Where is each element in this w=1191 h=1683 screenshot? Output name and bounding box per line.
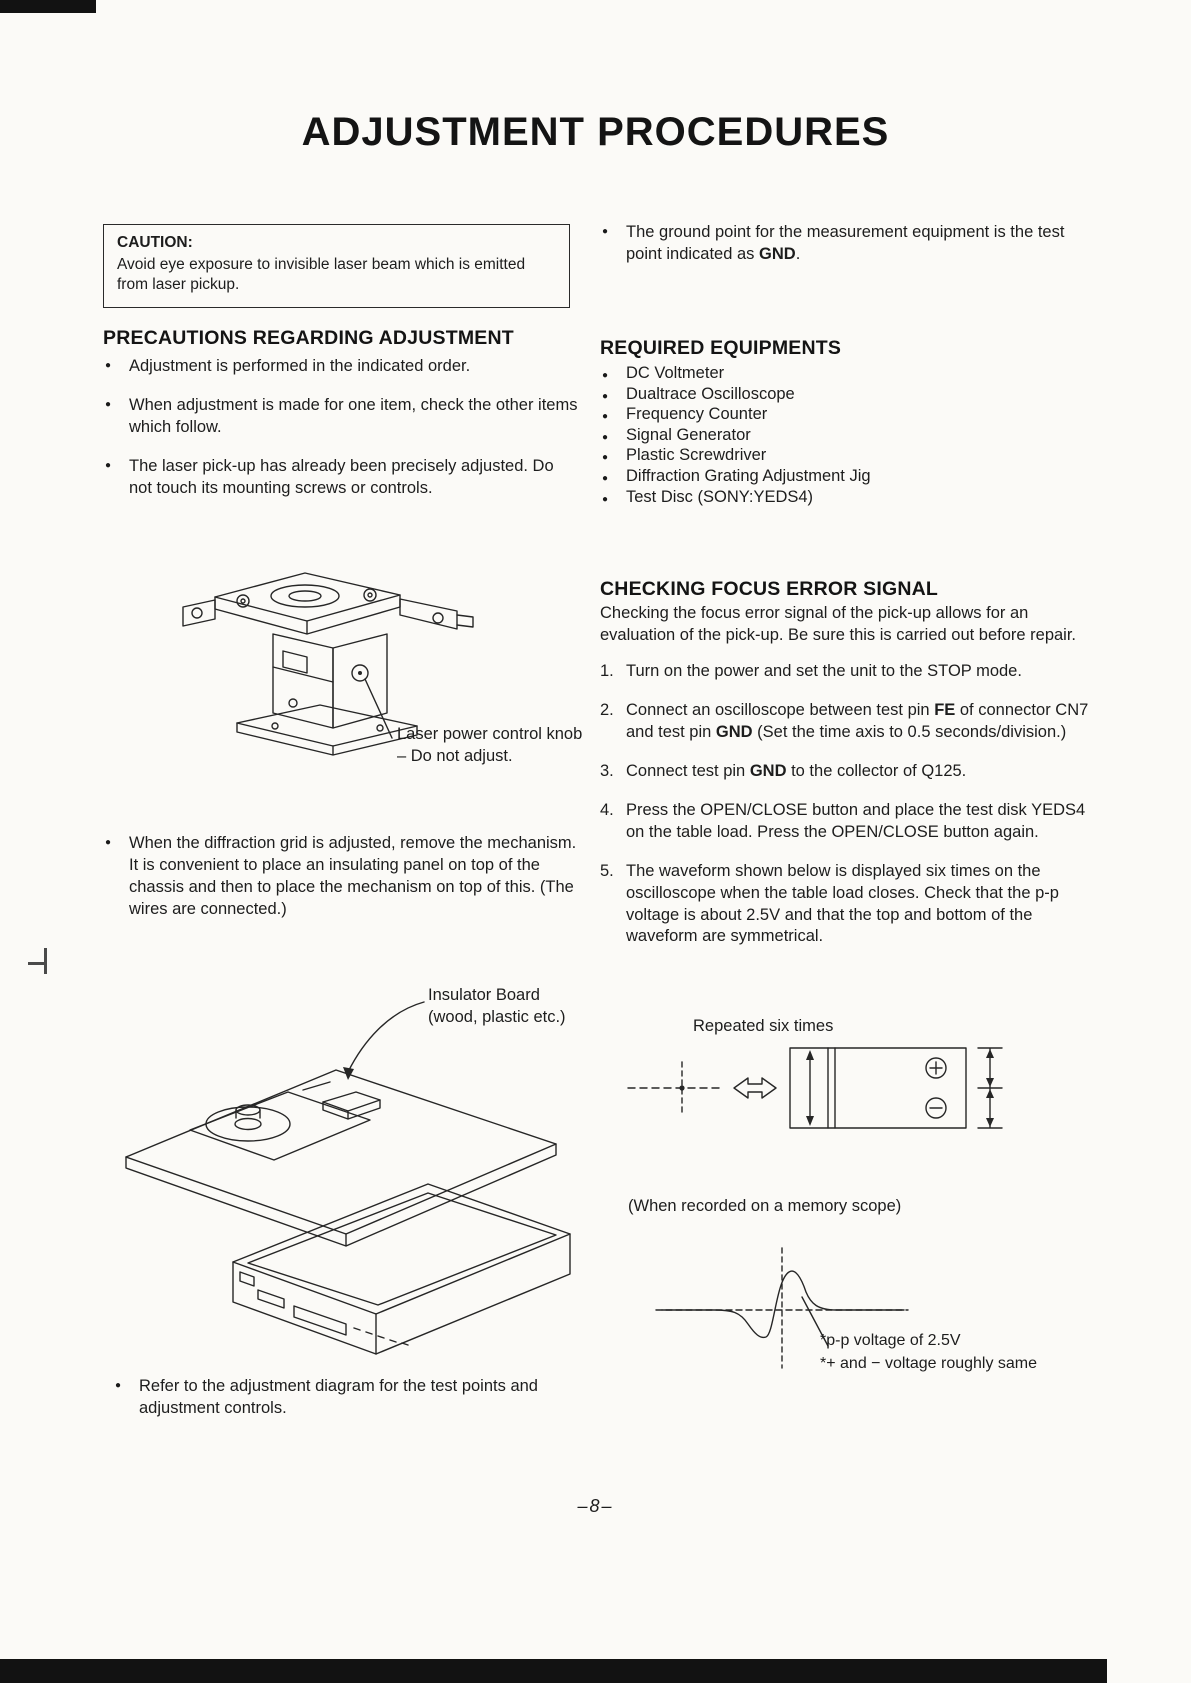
step-item: 4. Press the OPEN/CLOSE button and place the test disk YEDS4 on the table load. Press the OPEN/CLOSE button again.	[600, 800, 1086, 841]
step-item: 5. The waveform shown below is displayed six times on the oscilloscope when the table load closes. Check that the p-p voltage is about 2.5V and that the top and bottom of the waveform are symmetrical.	[600, 861, 1059, 946]
scan-artifact-bottom-bar	[0, 1659, 1107, 1683]
bullet-item: ● When the diffraction grid is adjusted, remove the mechanism. It is convenient to place an insulating panel on top of the chassis and then to place the mechanism on top of this. (The wires are connected.)	[103, 833, 589, 921]
bullet-item: ● Adjustment is performed in the indicated order.	[103, 356, 581, 378]
equipment-item: ● Plastic Screwdriver	[600, 445, 1080, 466]
section-heading-focus-error: CHECKING FOCUS ERROR SIGNAL	[600, 578, 938, 600]
caution-box	[103, 224, 570, 308]
laser-pickup-figure	[155, 555, 595, 790]
equipment-item: ● Test Disc (SONY:YEDS4)	[600, 487, 1080, 508]
negative-polarity-icon	[926, 1098, 946, 1118]
page-title: ADJUSTMENT PROCEDURES	[301, 110, 890, 154]
scan-artifact-mark	[44, 948, 47, 974]
ground-note-list	[600, 222, 1090, 283]
laser-knob-label: Laser power control knob – Do not adjust.	[397, 725, 583, 766]
focus-steps-list	[600, 661, 1094, 965]
positive-polarity-icon	[926, 1058, 946, 1078]
precautions-bullet-list	[103, 356, 581, 517]
equipment-item: ● Frequency Counter	[600, 404, 1080, 425]
section-heading-required-equipments: REQUIRED EQUIPMENTS	[600, 337, 842, 359]
pp-voltage-note: *p-p voltage of 2.5V	[820, 1332, 961, 1349]
refer-note-list	[113, 1376, 585, 1437]
bullet-item: ● Refer to the adjustment diagram for the test points and adjustment controls.	[113, 1376, 585, 1420]
bullet-item: ● When adjustment is made for one item, check the other items which follow.	[103, 395, 581, 439]
scan-artifact-top-bar	[0, 0, 96, 13]
insulator-board-label: Insulator Board (wood, plastic etc.)	[428, 986, 566, 1027]
knob-leader-line	[365, 679, 392, 738]
insulator-board-figure	[98, 972, 584, 1367]
waveform-envelope-diagram	[622, 1036, 1032, 1136]
step-item: 1. Turn on the power and set the unit to the STOP mode.	[600, 662, 1022, 680]
page-number: –8–	[577, 1496, 614, 1516]
equipment-item: ● Dualtrace Oscilloscope	[600, 384, 1080, 405]
memory-scope-note: (When recorded on a memory scope)	[628, 1197, 902, 1215]
equipment-list	[600, 363, 1080, 507]
waveform-envelope-figure	[622, 1036, 1032, 1136]
caution-text: Avoid eye exposure to invisible laser beam which is emitted from laser pickup.	[117, 256, 526, 294]
insulator-leader-line	[348, 1002, 424, 1072]
caution-label: CAUTION:	[117, 234, 193, 251]
section-heading-precautions: PRECAUTIONS REGARDING ADJUSTMENT	[103, 327, 514, 349]
focus-error-s-curve	[662, 1271, 904, 1337]
step-item: 3. Connect test pin GND to the collector of Q125.	[600, 761, 967, 780]
focus-intro: Checking the focus error signal of the pick-up allows for an evaluation of the pick-up. Be sure this is carried out before repair.	[600, 604, 1077, 644]
scan-artifact-mark	[28, 962, 44, 965]
double-arrow-icon	[734, 1078, 776, 1098]
bullet-item: ● The laser pick-up has already been precisely adjusted. Do not touch its mounting screws or controls.	[103, 456, 581, 500]
ground-note: ● The ground point for the measurement equipment is the test point indicated as GND.	[600, 222, 1090, 266]
step-item: 2. Connect an oscilloscope between test pin FE of connector CN7 and test pin GND (Set the time axis to 0.5 seconds/division.)	[600, 700, 1089, 741]
symmetry-note: *+ and − voltage roughly same	[820, 1355, 1038, 1372]
equipment-item: ● Diffraction Grating Adjustment Jig	[600, 466, 1080, 487]
repeated-six-times-label: Repeated six times	[693, 1017, 834, 1035]
equipment-item: ● Signal Generator	[600, 425, 1080, 446]
insulator-board-diagram	[98, 972, 584, 1367]
amplitude-dimension-lines	[978, 1048, 1002, 1128]
diffraction-note-list	[103, 833, 589, 938]
equipment-item: ● DC Voltmeter	[600, 363, 1080, 384]
